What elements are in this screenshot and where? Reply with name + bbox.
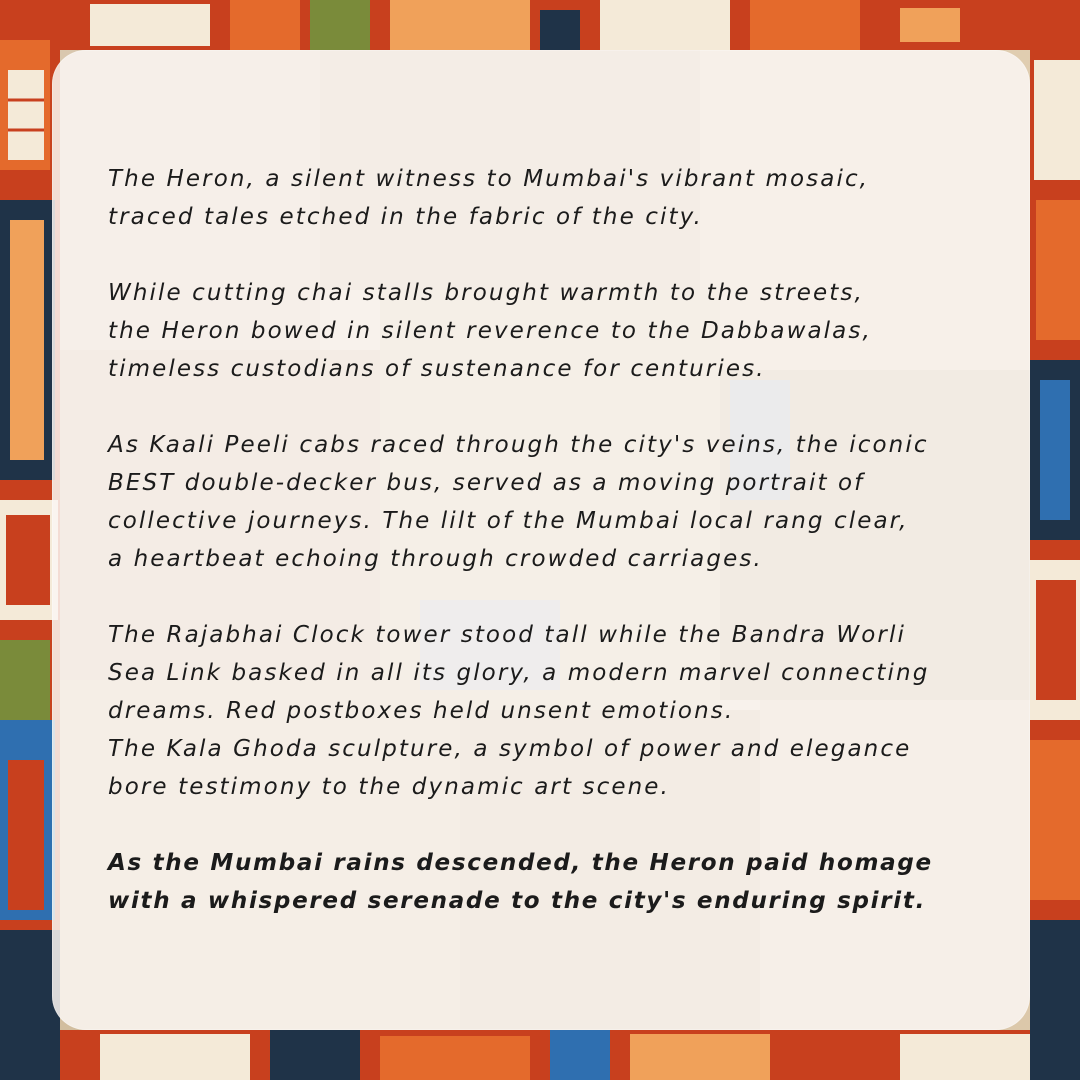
- story-line: The Rajabhai Clock tower stood tall while the Bandra Worli: [108, 622, 906, 648]
- story-line: with a whispered serenade to the city's enduring spirit.: [108, 888, 927, 914]
- story-line: a heartbeat echoing through crowded carriages.: [108, 546, 763, 572]
- story-line: As the Mumbai rains descended, the Heron paid homage: [108, 850, 933, 876]
- story-line: the Heron bowed in silent reverence to the Dabbawalas,: [108, 318, 872, 344]
- story-line: timeless custodians of sustenance for centuries.: [108, 356, 766, 382]
- story-line: collective journeys. The lilt of the Mumbai local rang clear,: [108, 508, 909, 534]
- story-paragraph-3: [108, 426, 1008, 578]
- story-line: Sea Link basked in all its glory, a modern marvel connecting: [108, 660, 930, 686]
- story-paragraph-1: [108, 160, 1008, 236]
- story-line: traced tales etched in the fabric of the city.: [108, 204, 703, 230]
- story-text: [108, 160, 1008, 958]
- story-line: BEST double-decker bus, served as a moving portrait of: [108, 470, 865, 496]
- story-line: The Kala Ghoda sculpture, a symbol of power and elegance: [108, 736, 912, 762]
- story-line: The Heron, a silent witness to Mumbai's vibrant mosaic,: [108, 166, 870, 192]
- story-line: bore testimony to the dynamic art scene.: [108, 774, 670, 800]
- story-line: As Kaali Peeli cabs raced through the city's veins, the iconic: [108, 432, 929, 458]
- story-line: While cutting chai stalls brought warmth to the streets,: [108, 280, 864, 306]
- story-line: dreams. Red postboxes held unsent emotions.: [108, 698, 735, 724]
- story-paragraph-closing: [108, 844, 1008, 920]
- story-paragraph-4: [108, 616, 1008, 806]
- story-paragraph-2: [108, 274, 1008, 388]
